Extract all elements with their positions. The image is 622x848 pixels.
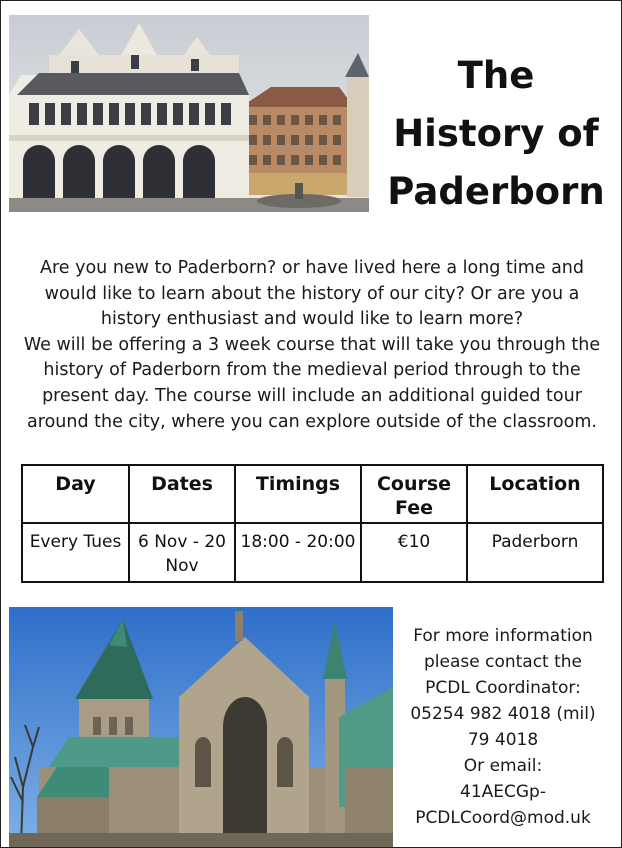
title-line-3: Paderborn xyxy=(387,170,605,213)
header-day: Day xyxy=(22,465,129,523)
contact-line-6: Or email: xyxy=(463,756,543,776)
contact-line-1: For more information xyxy=(413,626,593,646)
town-hall-photo xyxy=(9,15,369,212)
contact-phone-short: 79 4018 xyxy=(467,730,539,750)
cell-course-fee: €10 xyxy=(361,523,467,582)
contact-email-part-2[interactable]: PCDLCoord@mod.uk xyxy=(415,808,591,828)
table-row xyxy=(22,523,603,582)
intro-paragraph-2: We will be offering a 3 week course that will take you through the history of Paderborn from the medieval period through to the present day. The course will include an additional guided tour around the city, where you can explore outside of the classroom. xyxy=(23,334,601,432)
title-line-1: The xyxy=(457,54,535,97)
cell-day: Every Tues xyxy=(22,523,129,582)
contact-info xyxy=(405,623,601,831)
page-title xyxy=(377,47,615,221)
title-line-2: History of xyxy=(393,112,599,155)
header-location: Location xyxy=(467,465,603,523)
intro-paragraph-1: Are you new to Paderborn? or have lived here a long time and would like to learn about the history of our city? Or are you a history enthusiast and would like to learn more? xyxy=(39,258,585,330)
contact-email-part-1[interactable]: 41AECGp- xyxy=(460,782,546,802)
contact-line-3: PCDL Coordinator: xyxy=(425,678,581,698)
cathedral-photo xyxy=(9,607,393,847)
cell-dates: 6 Nov - 20 Nov xyxy=(129,523,235,582)
intro-text xyxy=(17,256,607,435)
header-course-fee: Course Fee xyxy=(361,465,467,523)
table-header-row xyxy=(22,465,603,523)
header-dates: Dates xyxy=(129,465,235,523)
cell-location: Paderborn xyxy=(467,523,603,582)
course-schedule-table xyxy=(21,464,604,583)
cell-timings: 18:00 - 20:00 xyxy=(235,523,361,582)
contact-phone: 05254 982 4018 (mil) xyxy=(410,704,596,724)
header-timings: Timings xyxy=(235,465,361,523)
contact-line-2: please contact the xyxy=(423,652,583,672)
